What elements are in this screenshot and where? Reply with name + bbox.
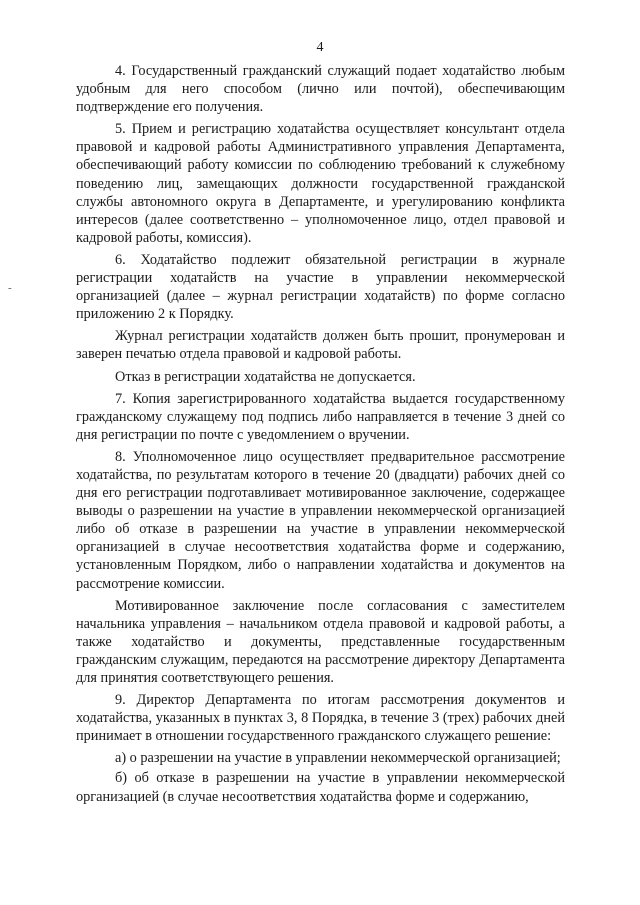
- paragraph-item-7: 7. Копия зарегистрированного ходатайства выдается государственному гражданскому служащему под подпись либо направляется в течение 3 дней со дня регистрации по почте с уведомлением о вручении.: [76, 390, 565, 443]
- paragraph-item-9a: а) о разрешении на участие в управлении некоммерческой организацией;: [115, 750, 561, 767]
- paragraph-refusal: Отказ в регистрации ходатайства не допускается.: [115, 368, 416, 385]
- paragraph-item-9b: б) об отказе в разрешении на участие в управлении некоммерческой организацией (в случае несоответствия ходатайства форме и содержанию,: [76, 770, 565, 805]
- document-body: [76, 62, 565, 808]
- paragraph-item-6: 6. Ходатайство подлежит обязательной регистрации в журнале регистрации ходатайств на участие в управлении некоммерческой организацией (далее – журнал регистрации ходатайств) по форме согласно приложению 2 к Порядку.: [76, 251, 565, 323]
- margin-mark: -: [8, 282, 12, 294]
- page-number: 4: [316, 40, 324, 55]
- paragraph-item-8: 8. Уполномоченное лицо осуществляет предварительное рассмотрение ходатайства, по результатам которого в течение 20 (двадцати) рабочих дней со дня его регистрации подготавливает мотивированное заключение, содержащее выводы о разрешении на участие в управлении некоммерческой организацией либо об отказе в разрешении на участие в управлении некоммерческой организацией в случае несоответствия ходатайства форме и содержанию, установленным Порядком, либо о направлении ходатайства и документов на рассмотрение комиссии.: [76, 448, 565, 592]
- paragraph-journal: Журнал регистрации ходатайств должен быть прошит, пронумерован и заверен печатью отдела правовой и кадровой работы.: [76, 328, 565, 363]
- paragraph-item-9: 9. Директор Департамента по итогам рассмотрения документов и ходатайства, указанных в пунктах 3, 8 Порядка, в течение 3 (трех) рабочих дней принимает в отношении государственного гражданского служащего решение:: [76, 692, 565, 745]
- paragraph-conclusion: Мотивированное заключение после согласования с заместителем начальника управления – начальником отдела правовой и кадровой работы, а также ходатайство и документы, представленные государственным гражданским служащим, передаются на рассмотрение директору Департамента для принятия соответствующего решения.: [76, 597, 565, 686]
- paragraph-item-5: 5. Прием и регистрацию ходатайства осуществляет консультант отдела правовой и кадровой работы Административного управления Департамента, обеспечивающий работу комиссии по соблюдению требований к служебному поведению лиц, замещающих должности государственной гражданской службы автономного округа в Департаменте, и урегулированию конфликта интересов (далее соответственно – уполномоченное лицо, отдел правовой и кадровой работы, комиссия).: [76, 121, 565, 246]
- paragraph-item-4: 4. Государственный гражданский служащий подает ходатайство любым удобным для него способом (лично или почтой), обеспечивающим подтверждение его получения.: [76, 63, 565, 116]
